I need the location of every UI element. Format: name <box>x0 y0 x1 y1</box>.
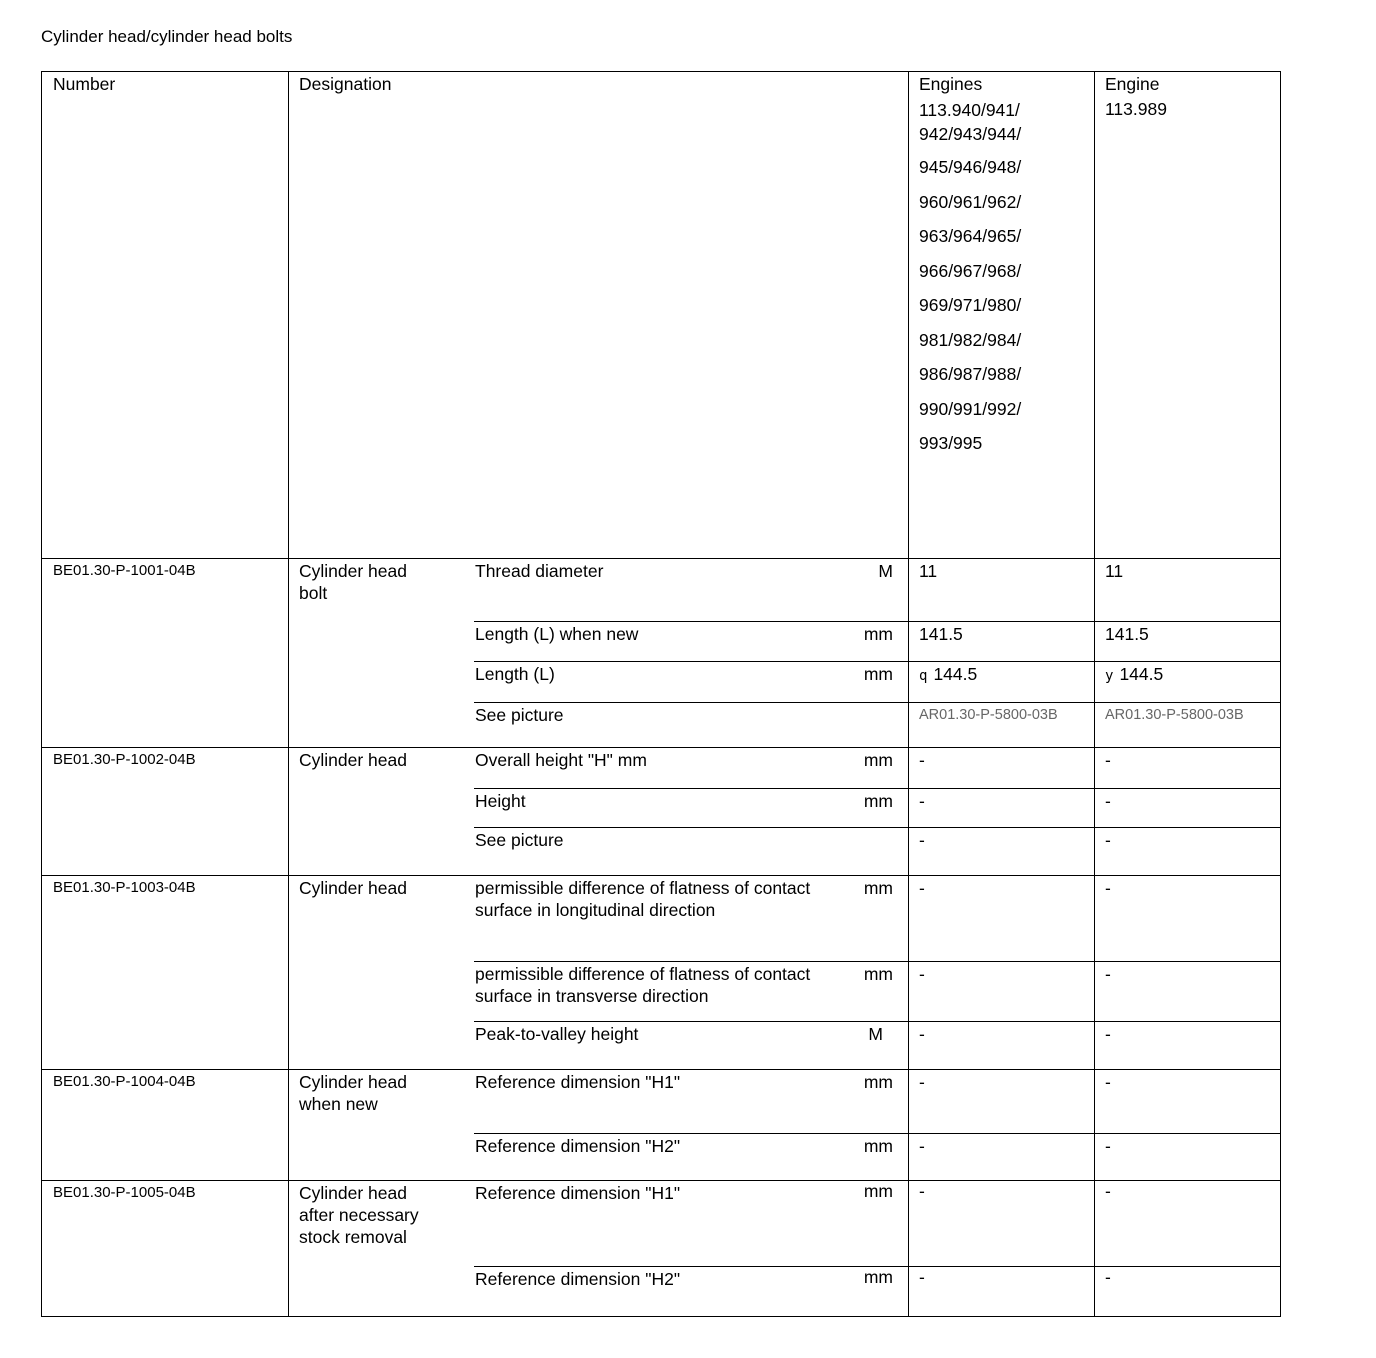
engines-list-item: 990/991/992/ <box>919 398 1022 419</box>
value-engine-b <box>1105 663 1163 687</box>
engines-list-item: 969/971/980/ <box>919 295 1022 315</box>
group-designation: Cylinder head after necessary stock removal <box>299 1183 419 1247</box>
header-engines-list-cont <box>919 150 1021 461</box>
value-engines-a: - <box>919 1072 925 1092</box>
subrow-divider <box>474 661 1281 662</box>
group-designation: Cylinder head when new <box>299 1072 407 1114</box>
engines-list-item: 963/964/965/ <box>919 226 1022 246</box>
param-label: See picture <box>475 830 564 850</box>
group-designation: Cylinder head <box>299 878 407 898</box>
param-label: Height <box>475 791 526 811</box>
subrow-divider <box>474 788 1281 789</box>
header-engine-label: Engine <box>1105 74 1160 94</box>
param-label: Reference dimension "H2" <box>475 1269 681 1289</box>
value-engine-b: - <box>1105 830 1111 850</box>
group-designation: Cylinder head bolt <box>299 561 407 603</box>
subrow-divider <box>474 1133 1281 1134</box>
table-border-right <box>1280 71 1281 1317</box>
subrow-divider <box>474 1021 1281 1022</box>
subrow-divider <box>474 827 1281 828</box>
value-engines-a: - <box>919 1181 925 1201</box>
engines-list-item: 993/995 <box>919 433 983 453</box>
row-divider <box>41 558 1281 559</box>
group-designation: Cylinder head <box>299 750 407 770</box>
value-engines-a: - <box>919 830 925 850</box>
group-number: BE01.30-P-1003-04B <box>53 879 196 896</box>
value-engine-b: - <box>1105 878 1111 898</box>
value-text: 144.5 <box>1119 664 1164 684</box>
subrow-divider <box>908 621 1281 622</box>
value-engine-b: - <box>1105 1024 1111 1044</box>
param-label: Overall height "H" mm <box>475 750 647 770</box>
param-label: See picture <box>475 705 564 725</box>
value-engine-b: - <box>1105 791 1111 811</box>
engines-list-item: 945/946/948/ <box>919 157 1022 177</box>
subrow-divider <box>474 702 1281 703</box>
column-divider <box>288 71 289 1317</box>
engines-list-item: 942/943/944/ <box>919 124 1022 144</box>
header-engines-label: Engines <box>919 74 983 94</box>
value-engine-b: - <box>1105 1136 1111 1156</box>
value-engines-a: - <box>919 750 925 770</box>
param-unit: mm <box>863 791 893 811</box>
page-title: Cylinder head/cylinder head bolts <box>41 27 293 46</box>
param-unit: M <box>868 1024 883 1044</box>
value-engines-a: - <box>919 791 925 811</box>
param-unit: mm <box>863 750 893 770</box>
param-unit: mm <box>863 878 893 898</box>
value-engine-b: - <box>1105 1267 1111 1287</box>
engines-list-item: 981/982/984/ <box>919 329 1022 350</box>
param-unit: mm <box>863 1181 893 1201</box>
picture-reference-link[interactable]: AR01.30-P-5800-03B <box>1105 707 1244 723</box>
param-unit: mm <box>863 624 893 644</box>
param-label: Thread diameter <box>475 561 604 581</box>
group-number: BE01.30-P-1004-04B <box>53 1073 196 1090</box>
param-label: Length (L) when new <box>475 624 639 644</box>
engines-list-item: 966/967/968/ <box>919 260 1022 281</box>
engines-list-item: 986/987/988/ <box>919 364 1022 384</box>
header-engines-list <box>919 98 1021 146</box>
param-unit: mm <box>863 1136 893 1156</box>
param-unit: mm <box>863 664 893 684</box>
value-engine-b: - <box>1105 1072 1111 1092</box>
header-designation: Designation <box>299 74 392 94</box>
table-border-left <box>41 71 42 1317</box>
param-label: Reference dimension "H1" <box>475 1183 681 1203</box>
param-label: Peak-to-valley height <box>475 1024 639 1044</box>
value-engine-b: - <box>1105 750 1111 770</box>
value-engines-a <box>919 663 977 687</box>
symbol-glyph: y <box>1105 668 1114 684</box>
value-engine-b: - <box>1105 1181 1111 1201</box>
value-engines-a: 141.5 <box>919 624 963 644</box>
param-label: Reference dimension "H2" <box>475 1136 681 1156</box>
value-engines-a: 11 <box>919 561 938 581</box>
column-divider <box>1094 71 1095 1317</box>
spec-table <box>41 71 1281 1317</box>
symbol-glyph: q <box>919 668 928 684</box>
table-border-bottom <box>41 1316 1281 1317</box>
value-text: 144.5 <box>933 664 978 684</box>
group-number: BE01.30-P-1001-04B <box>53 562 196 579</box>
picture-reference-link[interactable]: AR01.30-P-5800-03B <box>919 707 1058 723</box>
param-label: Length (L) <box>475 664 555 684</box>
value-engine-b: 141.5 <box>1105 624 1149 644</box>
column-divider <box>908 71 909 1317</box>
subrow-divider <box>474 621 908 622</box>
param-unit: M <box>878 561 893 581</box>
header-engine-value: 113.989 <box>1105 99 1167 119</box>
param-label: permissible difference of flatness of contact surface in transverse direction <box>475 964 811 1006</box>
header-number: Number <box>53 74 116 94</box>
value-engines-a: - <box>919 878 925 898</box>
row-divider <box>41 875 1281 876</box>
value-engine-b: 11 <box>1105 561 1124 581</box>
value-engines-a: - <box>919 1136 925 1156</box>
value-engine-b: - <box>1105 964 1111 984</box>
table-border-top <box>41 71 1281 72</box>
param-unit: mm <box>863 1072 893 1092</box>
param-unit: mm <box>863 964 893 984</box>
value-engines-a: - <box>919 964 925 984</box>
subrow-divider <box>474 961 1281 962</box>
param-unit: mm <box>863 1267 893 1287</box>
group-number: BE01.30-P-1005-04B <box>53 1184 196 1201</box>
param-label: Reference dimension "H1" <box>475 1072 681 1092</box>
value-engines-a: - <box>919 1024 925 1044</box>
row-divider <box>41 1069 1281 1070</box>
row-divider <box>41 1180 1281 1181</box>
group-number: BE01.30-P-1002-04B <box>53 751 196 768</box>
row-divider <box>41 747 1281 748</box>
engines-list-item: 960/961/962/ <box>919 191 1022 212</box>
value-engines-a: - <box>919 1267 925 1287</box>
param-label: permissible difference of flatness of contact surface in longitudinal direction <box>475 878 811 920</box>
engines-list-item: 113.940/941/ <box>919 100 1020 120</box>
